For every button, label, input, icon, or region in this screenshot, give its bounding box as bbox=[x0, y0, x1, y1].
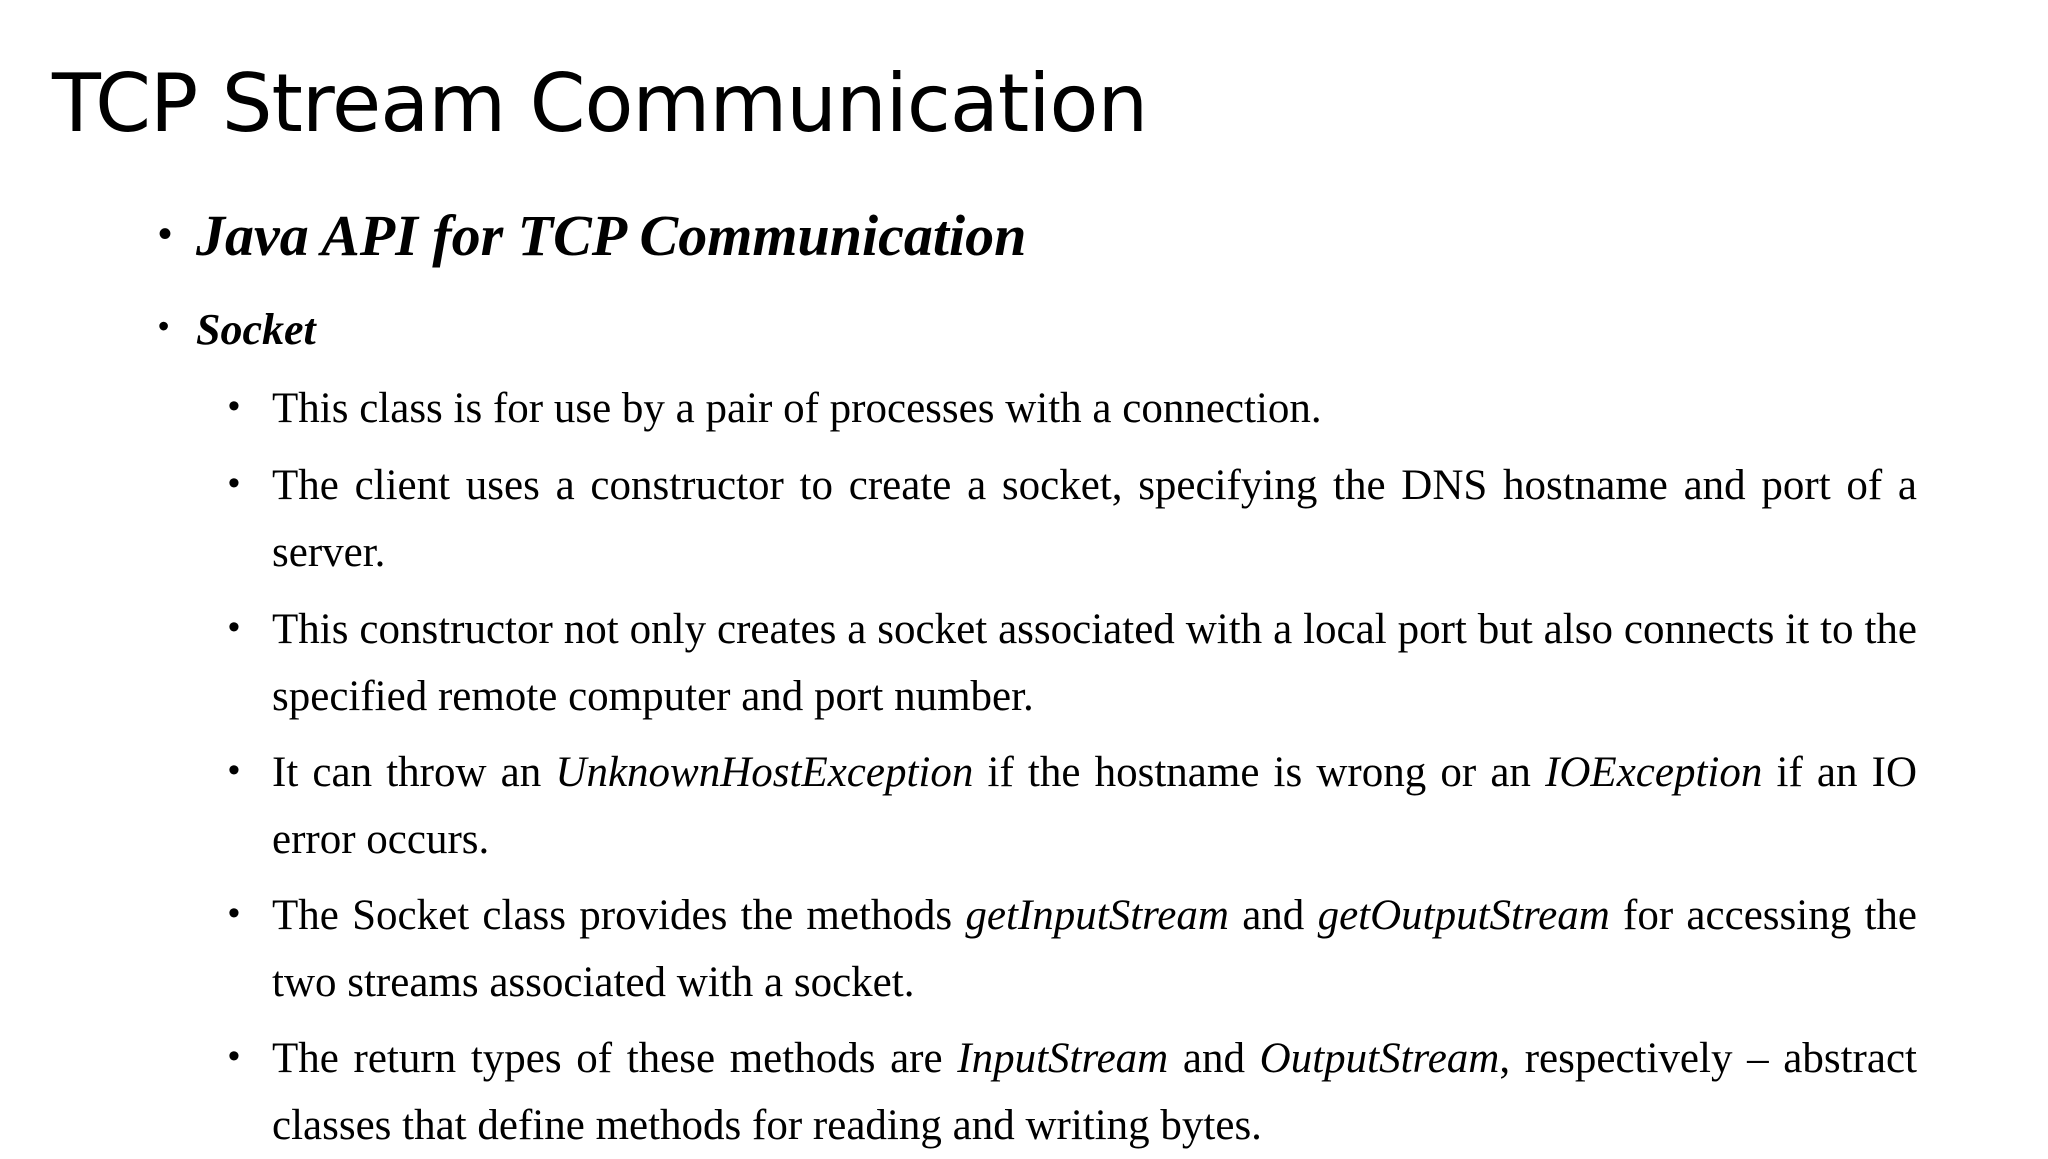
list-item-text: This constructor not only creates a socket associated with a local port but also connects it to the specified remote computer and port number. bbox=[272, 606, 1917, 720]
list-item-text: This class is for use by a pair of processes with a connection. bbox=[272, 385, 1322, 432]
list-item-text bbox=[272, 1025, 1917, 1159]
text-run: The Socket class provides the methods bbox=[272, 892, 966, 939]
bullet-dot-icon: • bbox=[158, 308, 170, 344]
bullet-dot-icon: • bbox=[228, 387, 240, 425]
method-name: getOutputStream bbox=[1317, 892, 1610, 939]
subheading-text: Socket bbox=[196, 305, 316, 354]
exception-name: IOException bbox=[1545, 749, 1763, 796]
bullet-dot-icon: • bbox=[228, 1037, 240, 1075]
text-run: The return types of these methods are bbox=[272, 1035, 958, 1082]
bullet-dot-icon: • bbox=[228, 608, 240, 646]
bullet-dot-icon: • bbox=[228, 464, 240, 502]
heading-text: Java API for TCP Communication bbox=[196, 203, 1027, 268]
exception-name: UnknownHostException bbox=[555, 749, 974, 796]
list-item-text: The client uses a constructor to create a socket, specifying the DNS hostname and port of a server. bbox=[272, 462, 1917, 576]
slide-title: TCP Stream Communication bbox=[52, 57, 1148, 150]
text-run: and bbox=[1168, 1035, 1260, 1082]
text-run: if the hostname is wrong or an bbox=[973, 749, 1546, 796]
text-run: It can throw an bbox=[272, 749, 556, 796]
text-run: , respectively – abstract classes that define methods for reading and writing bytes. bbox=[272, 1035, 1917, 1149]
text-run: for accessing the two streams associated with a socket. bbox=[272, 892, 1917, 1006]
bullet-dot-icon: • bbox=[228, 751, 240, 789]
bullet-dot-icon: • bbox=[158, 212, 173, 256]
method-name: getInputStream bbox=[965, 892, 1229, 939]
text-run: and bbox=[1228, 892, 1318, 939]
list-item-text bbox=[272, 882, 1917, 1016]
text-run: if an IO error occurs. bbox=[272, 749, 1917, 863]
class-name: OutputStream bbox=[1259, 1035, 1500, 1082]
class-name: InputStream bbox=[957, 1035, 1169, 1082]
bullet-dot-icon: • bbox=[228, 894, 240, 932]
list-item-text bbox=[272, 739, 1917, 873]
